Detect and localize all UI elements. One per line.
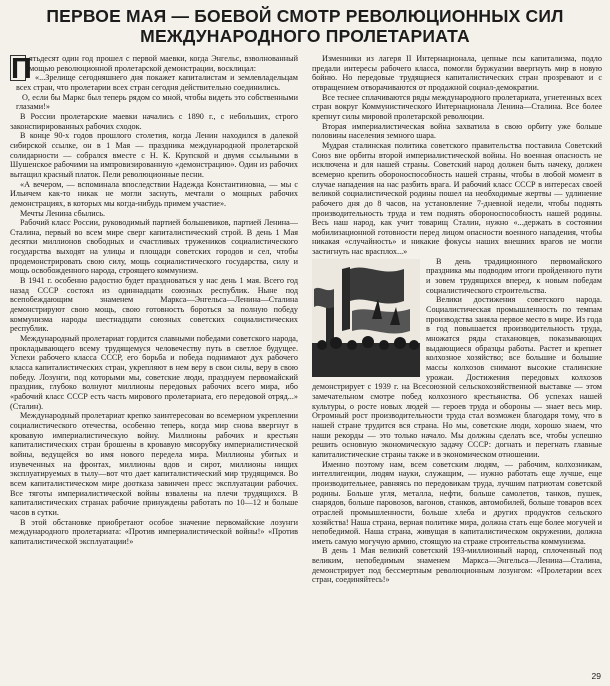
paragraph: В конце 90-х годов прошлого столетия, когда Ленин находился в далекой сибирской ссылке, он в 1 Мая — праздника международной пролетарской солидарности — собрался вместе с Н. К. Крупской и двумя ссыльными в Шушенское рабочими на импровизированную «демонстрацию». Один из рабочих вытащил красный платок. Пели революционные песни. [10,131,298,179]
banner-crowd-icon [312,259,420,377]
paragraph: Именно поэтому нам, всем советским людям, — рабочим, колхозникам, интеллигенции, людям науки, служащим, — нужно работать еще лучше, еще производительнее, равняясь по передовикам труда, лучшим патриотам советской родины. Больше угля, металла, нефти, больше самолетов, танков, пушек, снарядов, больше паровозов, вагонов, станков, автомобилей, больше товаров всех отраслей промышленности, больше хлеба и других продуктов сельского хозяйства! Наша страна, верная политике мира, должна стать еще более могучей и непобедимой. Наша страна, живущая в капиталистическом окружении, должна иметь самую могучую армию, стоящую на страже строительства коммунизма. [312,459,602,546]
paragraph: Международный пролетариат крепко заинтересован во всемерном укреплении социалистического отечества, особенно теперь, когда мир снова ввергнут в кровавую империалистическую войну. Миллионы рабочих и крестьян капиталистических стран брошены в кровавую мясорубку империалистической войны, ведущейся во имя нового передела мира. Миллионы убитых и изувеченных на фронтах, миллионы вдов и сирот, миллионы нищих эксплуатируемых в тылу—вот что дает капиталистический мир трудящимся. Во всем капиталистическом мире доотказа завинчен пресс эксплуатации рабочих. Все тяготы империалистической войны взвалены на плечи трудящихся. В капиталистических странах рабочие принуждены работать по 10—12 и больше часов в сутки. [10,411,298,517]
title-line-2: МЕЖДУНАРОДНОГО ПРОЛЕТАРИАТА [140,26,470,46]
paragraph: В России пролетарские маевки начались с 1890 г., с небольших, строго законспирированных рабочих сходок. [10,111,298,131]
demonstration-illustration [312,259,420,377]
paragraph: В 1941 г. особенно радостно будет праздноваться у нас день 1 мая. Всего год назад СССР состоял из одиннадцати союзных республик. Ныне под всепобеждающим знаменем Маркса—Энгельса—Ленина—Сталина демонстрируют свою мощь, свою готовность бороться за полную победу коммунизма народы шестнадцати союзных советских социалистических республик. [10,276,298,334]
paragraph: Велики достижения советского народа. Социалистическая промышленность по темпам производства заняла первое место в мире. Из года в год повышается производительность труда, множатся ряды стахановцев, показывающих выдающиеся образцы работы. Растет и крепнет колхозное хозяйство; все большие и большие массы колхозов снимают высокие сталинские урожаи. Достижения передовых колхозов демонстрирует с 1939 г. на Всесоюзной сельскохозяйственной выставке — этом замечательном смотре побед колхозного крестьянства. Об успехах нашей культуры, о росте новых людей — героев труда и обороны — знает весь мир. Огромный рост производительности труда стал возможен благодаря тому, что в нашей стране трудится вся страна. Но мы, советские люди, хорошо знаем, что наши рекорды — это только начало. Мы должны сделать все, чтобы успешно решить основную экономическую задачу СССР: догнать и перегнать главные капиталистические страны также и в экономическом отношении. [312,295,602,459]
drop-cap: П [11,53,32,85]
paragraph: В этой обстановке приобретают особое значение первомайские лозунги международного пролетариата: «Против империалистической войны!» «Против капиталистической эксплуатации!» [10,517,298,546]
quote-paragraph: О, если бы Маркс был теперь рядом со мной, чтобы видеть это собственными глазами!» [16,92,298,112]
paragraph: В день традиционного первомайского праздника мы подводим итоги пройденного пути и зовем трудящихся вперед, к новым победам социалистического строительства. [426,256,602,295]
paragraph: Мудрая сталинская политика советского правительства поставила Советский Союз вне орбиты второй империалистической войны. Но военная опасность не исключена и для нашей страны. Советский народ должен быть начеку, должен всемерно крепить обороноспособность нашей страны, чтобы в любой момент в случае нападения на нас разбить врага. И рабочий класс СССР в интересах своей великой социалистической родины пошел на необходимые жертвы — удлинение рабочего дня до 8 часов, на установление 7-дневной недели, чтобы поднять производительность труда и тем поднять обороноспособность нашей родины. Весь наш народ, как учит товарищ Сталин, нужно «...держать в состоянии мобилизационной готовности перед лицом опасности военного нападения, чтобы никакая «случайность» и никакие фокусы наших внешних врагов не могли застигнуть нас врасплох...» [312,140,602,257]
paragraph: Международный пролетариат гордится славными победами советского народа, прокладывающего всему трудящемуся человечеству путь в светлое будущее. Успехи рабочего класса СССР, его борьба и победа поднимают дух рабочего класса капиталистических стран, укрепляют в нем веру в свои силы, веру в свою победу. Лозунги, под которыми мы, советские люди, празднуем первомайский праздник, глубоко волнуют миллионы передовых рабочих всего мира, ибо «рабочий класс СССР есть часть мирового пролетариата, его передовой отряд...» (Сталин). [10,334,298,411]
quote-paragraph: «...Зрелище сегодняшнего дня покажет капиталистам и землевладельцам всех стран, что пролетарии всех стран сегодня действительно соединились. [16,73,298,92]
paragraph: Мечты Ленина сбылись. [20,208,106,218]
title-line-1: ПЕРВОЕ МАЯ — БОЕВОЙ СМОТР РЕВОЛЮЦИОННЫХ СИЛ [46,6,564,26]
paragraph: Изменники из лагеря II Интернационала, цепные псы капитализма, подло предали интересы рабочего класса, помогли буржуазии ввергнуть мир в новую бойню. Но передовые трудящиеся капиталистических стран прозревают и с отвращением отворачиваются от продажной социал-демократии. [312,54,602,92]
paragraph: ятьдесят один год прошел с первой маевки, когда Энгельс, взволнованный мощью революционной пролетарской демонстрации, восклицал: [29,54,298,73]
left-column [10,54,298,546]
paragraph: В день 1 Мая великий советский 193-миллионный народ, сплоченный под великим, непобедимым знаменем Маркса—Энгельса—Ленина—Сталина, демонстрирует под бессмертным революционным лозунгом: «Пролетарии всех стран, соединяйтесь!» [312,546,602,585]
page-number: 29 [591,671,601,681]
right-column [312,54,602,585]
paragraph: Вторая империалистическая война захватила в свою орбиту уже больше половины населения земного шара. [312,121,602,141]
paragraph: «А вечером, — вспоминала впоследствии Надежда Константиновна, — мы с Ильичем как-то никак не могли заснуть, мечтали о мощных рабочих демонстрациях, в которых мы когда-нибудь примем участие». [10,179,298,208]
paragraph: Рабочий класс России, руководимый партией большевиков, партией Ленина—Сталина, первый во всем мире сверг капиталистический строй. В день 1 Мая десятки миллионов свободных и счастливых тружеников социалистического государства выходят на улицы и площади советских городов и сел, чтобы продемонстрировать свою силу, мощь социалистического государства, силу и мощь освобожденного народа, строящего коммунизм. [10,218,298,276]
article-title [10,6,600,46]
paragraph: Все теснее сплачиваются ряды международного пролетариата, угнетенных всех стран вокруг Коммунистического Интернационала Ленина—Сталина. Все более крепнут силы мировой пролетарской революции. [312,92,602,121]
